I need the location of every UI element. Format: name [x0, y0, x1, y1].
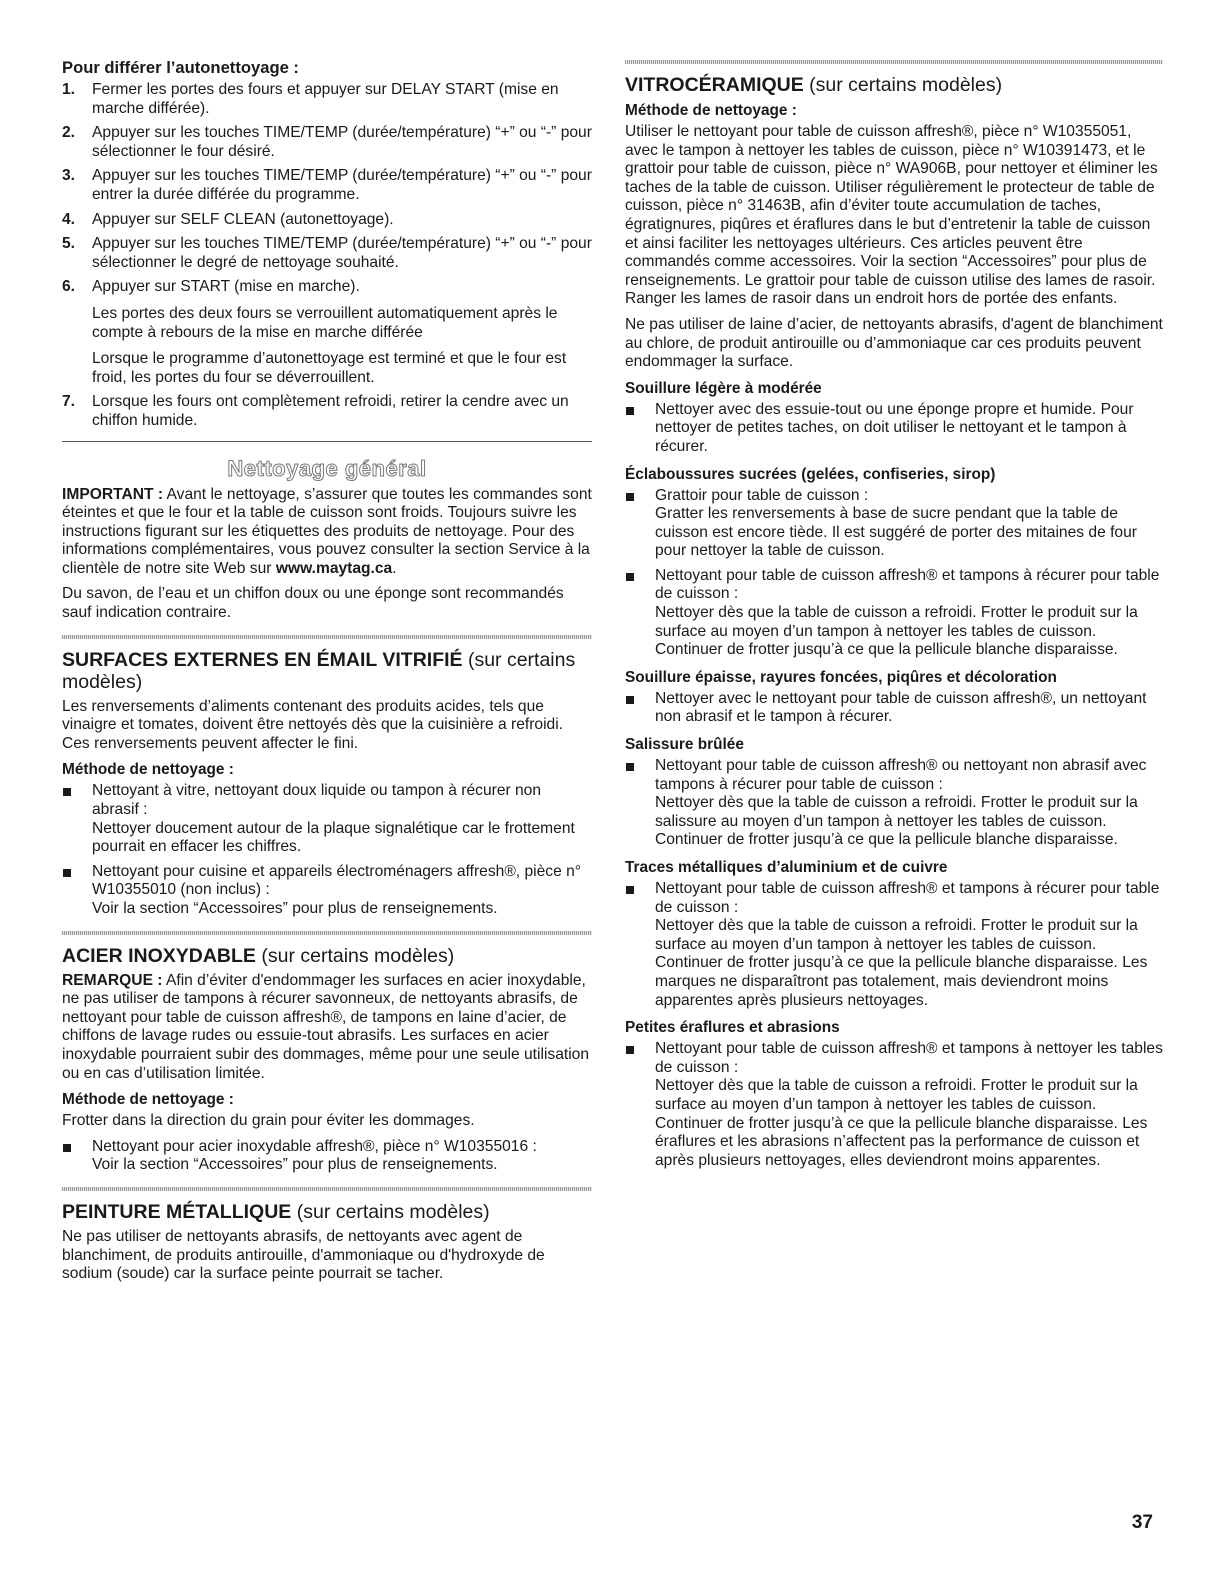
right-column — [625, 58, 1163, 1178]
soil-heading: Salissure brûlée — [625, 736, 744, 754]
step-number: 1. — [62, 81, 76, 98]
soap-paragraph: Du savon, de l’eau et un chiffon doux ou une éponge sont recommandés sauf indication contraire. — [62, 585, 564, 622]
list-item — [625, 567, 1163, 660]
ceramic-paragraph: Ne pas utiliser de laine d’acier, de nettoyants abrasifs, d'agent de blanchiment au chlore, de produit antirouille ou d’ammoniaque car ces produits peuvent endommager la surface. — [625, 315, 1163, 371]
section-divider — [62, 931, 592, 935]
section-divider — [62, 441, 592, 442]
list-item — [625, 757, 1163, 850]
step-number: 4. — [62, 210, 76, 228]
remark-label: REMARQUE : — [62, 971, 163, 989]
list-item — [625, 1040, 1163, 1170]
stainless-title: ACIER INOXYDABLE — [62, 944, 256, 967]
bullet-main: Nettoyant pour table de cuisson affresh® ou nettoyant non abrasif avec tampons à récurer pour table de cuisson : — [655, 757, 1147, 793]
paint-title: PEINTURE MÉTALLIQUE — [62, 1200, 292, 1223]
bullet-main: Nettoyant pour table de cuisson affresh® et tampons à récurer pour table de cuisson : — [655, 880, 1160, 916]
left-column — [62, 58, 592, 1291]
enamel-heading — [62, 649, 592, 693]
delay-steps — [62, 81, 592, 431]
step-text: Appuyer sur les touches TIME/TEMP (durée/température) “+” ou “-” pour sélectionner le four désiré. — [92, 124, 592, 160]
soil-heading: Souillure légère à modérée — [625, 379, 822, 397]
important-paragraph — [62, 486, 592, 579]
stainless-heading — [62, 945, 592, 967]
remark-text: Afin d’éviter d'endommager les surfaces en acier inoxydable, ne pas utiliser de tampons à récurer savonneux, de nettoyants abrasifs, de nettoyant pour table de cuisson affresh®, de tampons en laine d’acier, de chiffons de lavage rudes ou essuie-tout abrasifs. Les surfaces en acier inoxydable pourraient subir des dommages, même pour une seule utilisation ou en cas d’utilisation limitée. — [62, 971, 590, 1082]
website-link[interactable]: www.maytag.ca — [275, 559, 393, 577]
bullet-main: Nettoyant pour cuisine et appareils électroménagers affresh®, pièce n° W10355010 (non inclus) : — [92, 862, 581, 899]
step-item — [62, 278, 592, 387]
section-divider — [62, 635, 592, 639]
ceramic-paragraph: Utiliser le nettoyant pour table de cuisson affresh®, pièce n° W10355051, avec le tampon à nettoyer les tables de cuisson, pièce n° W10391473, et le grattoir pour table de cuisson, pièce n° WA906B, pour nettoyer et éliminer les taches de la table de cuisson. Utiliser régulièrement le protecteur de table de cuisson, pièce n° 31463B, afin d’éviter toute accumulation de taches, égratignures, piqûres et éraflures dans le but d’entretenir la table de cuisson et ainsi faciliter les nettoyages ultérieurs. Ces articles peuvent être commandés comme accessoires. Voir la section “Accessoires” pour plus de renseignements. Le grattoir pour table de cuisson utilise des lames de rasoir. Ranger les lames de rasoir dans un endroit hors de portée des enfants. — [625, 123, 1158, 308]
list-item — [625, 690, 1163, 727]
bullet-main: Nettoyant pour table de cuisson affresh® et tampons à récurer pour table de cuisson : — [655, 566, 1160, 603]
list-item — [625, 401, 1163, 457]
bullet-detail: Nettoyer dès que la table de cuisson a refroidi. Frotter le produit sur la surface au moyen d’un tampon à nettoyer les tables de cuisson. Continuer de frotter jusqu’à ce que la pellicule blanche disparaisse. Les marques ne disparaîtront pas totalement, mais deviendront moins apparentes après plusieurs nettoyages. — [655, 917, 1148, 1009]
step-number: 7. — [62, 393, 76, 411]
soil-bullets — [625, 487, 1163, 660]
step-number: 3. — [62, 167, 76, 185]
step-item — [62, 211, 592, 230]
step-item — [62, 393, 592, 430]
step-number: 5. — [62, 235, 76, 253]
bullet-detail: Gratter les renversements à base de sucre pendant que la table de cuisson est encore tiède. Il est suggéré de porter des mitaines de four pour nettoyer la table de cuisson. — [655, 505, 1137, 560]
ceramic-title: VITROCÉRAMIQUE — [625, 74, 804, 96]
section-divider — [625, 60, 1163, 64]
enamel-title: SURFACES EXTERNES EN ÉMAIL VITRIFIÉ — [62, 648, 463, 671]
enamel-intro: Les renversements d’aliments contenant des produits acides, tels que vinaigre et tomates, doivent être nettoyés dès que la cuisinière a refroidi. Ces renversements peuvent affecter le fini. — [62, 697, 564, 752]
soil-heading: Éclaboussures sucrées (gelées, confiseries, sirop) — [625, 465, 996, 483]
enamel-method-label: Méthode de nettoyage : — [62, 761, 234, 779]
ceramic-subtitle: (sur certains modèles) — [803, 74, 1003, 96]
stainless-method-label: Méthode de nettoyage : — [62, 1091, 234, 1109]
important-label: IMPORTANT : — [62, 485, 164, 503]
bullet-detail: Nettoyer dès que la table de cuisson a refroidi. Frotter le produit sur la salissure au moyen d’un tampon à nettoyer les tables de cuisson. Continuer de frotter jusqu’à ce que la pellicule blanche disparaisse. — [655, 794, 1138, 849]
step-text: Lorsque les fours ont complètement refroidi, retirer la cendre avec un chiffon humide. — [92, 393, 569, 429]
step-note: Lorsque le programme d’autonettoyage est terminé et que le four est froid, les portes du four se déverrouillent. — [92, 350, 567, 386]
stainless-subtitle: (sur certains modèles) — [255, 944, 455, 967]
enamel-subtitle: (sur certains modèles) — [62, 648, 576, 693]
bullet-main: Grattoir pour table de cuisson : — [655, 486, 869, 504]
soil-bullets — [625, 690, 1163, 727]
soil-bullets — [625, 1040, 1163, 1170]
ceramic-method-label: Méthode de nettoyage : — [625, 102, 797, 119]
stainless-method-text: Frotter dans la direction du grain pour éviter les dommages. — [62, 1112, 475, 1130]
step-text: Appuyer sur START (mise en marche). — [92, 278, 360, 296]
paint-subtitle: (sur certains modèles) — [291, 1200, 490, 1223]
bullet-main: Nettoyer avec le nettoyant pour table de cuisson affresh®, un nettoyant non abrasif et le tampon à récurer. — [655, 689, 1147, 726]
step-text: Appuyer sur les touches TIME/TEMP (durée/température) “+” ou “-” pour entrer la durée différée du programme. — [92, 167, 592, 203]
step-number: 6. — [62, 278, 76, 296]
bullet-detail: Nettoyer dès que la table de cuisson a refroidi. Frotter le produit sur la surface au moyen d’un tampon à nettoyer les tables de cuisson. Continuer de frotter jusqu’à ce que la pellicule blanche disparaisse. Les éraflures et les abrasions n’affectent pas la performance de cuisson et après plusieurs nettoyages, elles deviendront moins apparentes. — [655, 1077, 1148, 1169]
bullet-main: Nettoyant à vitre, nettoyant doux liquide ou tampon à récurer non abrasif : — [92, 782, 542, 819]
step-item — [62, 81, 592, 118]
list-item — [625, 487, 1163, 561]
soil-bullets — [625, 757, 1163, 850]
enamel-bullets — [62, 782, 592, 918]
stainless-remark — [62, 972, 592, 1084]
bullet-detail: Nettoyer doucement autour de la plaque signalétique car le frottement pourrait en effacer les chiffres. — [92, 819, 575, 856]
paint-text: Ne pas utiliser de nettoyants abrasifs, de nettoyants avec agent de blanchiment, de produits antirouille, d'ammoniaque ou d'hydroxyde de sodium (soude) car la surface peinte pourrait se tacher. — [62, 1227, 545, 1283]
step-note: Les portes des deux fours se verrouillent automatiquement après le compte à rebours de la mise en marche différée — [92, 304, 558, 341]
step-text: Fermer les portes des fours et appuyer sur DELAY START (mise en marche différée). — [92, 81, 559, 117]
bullet-main: Nettoyant pour acier inoxydable affresh®, pièce n° W10355016 : — [92, 1137, 537, 1155]
step-item — [62, 235, 592, 272]
soil-heading: Traces métalliques d’aluminium et de cuivre — [625, 859, 948, 876]
important-end: . — [392, 559, 397, 577]
soil-bullets — [625, 880, 1163, 1010]
bullet-detail: Voir la section “Accessoires” pour plus de renseignements. — [92, 1156, 498, 1174]
step-text: Appuyer sur les touches TIME/TEMP (durée/température) “+” ou “-” pour sélectionner le degré de nettoyage souhaité. — [92, 235, 592, 271]
soil-bullets — [625, 401, 1163, 457]
stainless-bullets — [62, 1138, 592, 1175]
section-divider — [62, 1187, 592, 1191]
bullet-main: Nettoyant pour table de cuisson affresh® et tampons à nettoyer les tables de cuisson : — [655, 1040, 1163, 1076]
ceramic-heading — [625, 74, 1163, 96]
delay-title: Pour différer l’autonettoyage : — [62, 58, 299, 77]
list-item — [62, 863, 592, 919]
list-item — [625, 880, 1163, 1010]
bullet-detail: Voir la section “Accessoires” pour plus de renseignements. — [92, 900, 498, 917]
list-item — [62, 782, 592, 856]
step-number: 2. — [62, 124, 76, 142]
bullet-main: Nettoyer avec des essuie-tout ou une éponge propre et humide. Pour nettoyer de petites taches, on doit utiliser le nettoyant et le tampon à récurer. — [655, 400, 1134, 455]
page-number: 37 — [1131, 1512, 1153, 1533]
general-cleaning-title: Nettoyage général — [227, 455, 427, 481]
bullet-detail: Nettoyer dès que la table de cuisson a refroidi. Frotter le produit sur la surface au moyen d’un tampon à nettoyer les tables de cuisson. Continuer de frotter jusqu’à ce que la pellicule blanche disparaisse. — [655, 604, 1138, 659]
list-item — [62, 1138, 592, 1175]
step-text: Appuyer sur SELF CLEAN (autonettoyage). — [92, 210, 394, 228]
soil-heading: Petites éraflures et abrasions — [625, 1019, 840, 1037]
soil-heading: Souillure épaisse, rayures foncées, piqûres et décoloration — [625, 668, 1057, 686]
step-item — [62, 167, 592, 204]
step-item — [62, 124, 592, 161]
paint-heading — [62, 1201, 592, 1223]
important-text: Avant le nettoyage, s’assurer que toutes les commandes sont éteintes et que le four et la table de cuisson sont froids. Toujours suivre les instructions figurant sur les étiquettes des produits de nettoyage. Pour des informations complémentaires, vous pouvez consulter la section Service à la clientèle de notre site Web sur — [62, 485, 592, 577]
